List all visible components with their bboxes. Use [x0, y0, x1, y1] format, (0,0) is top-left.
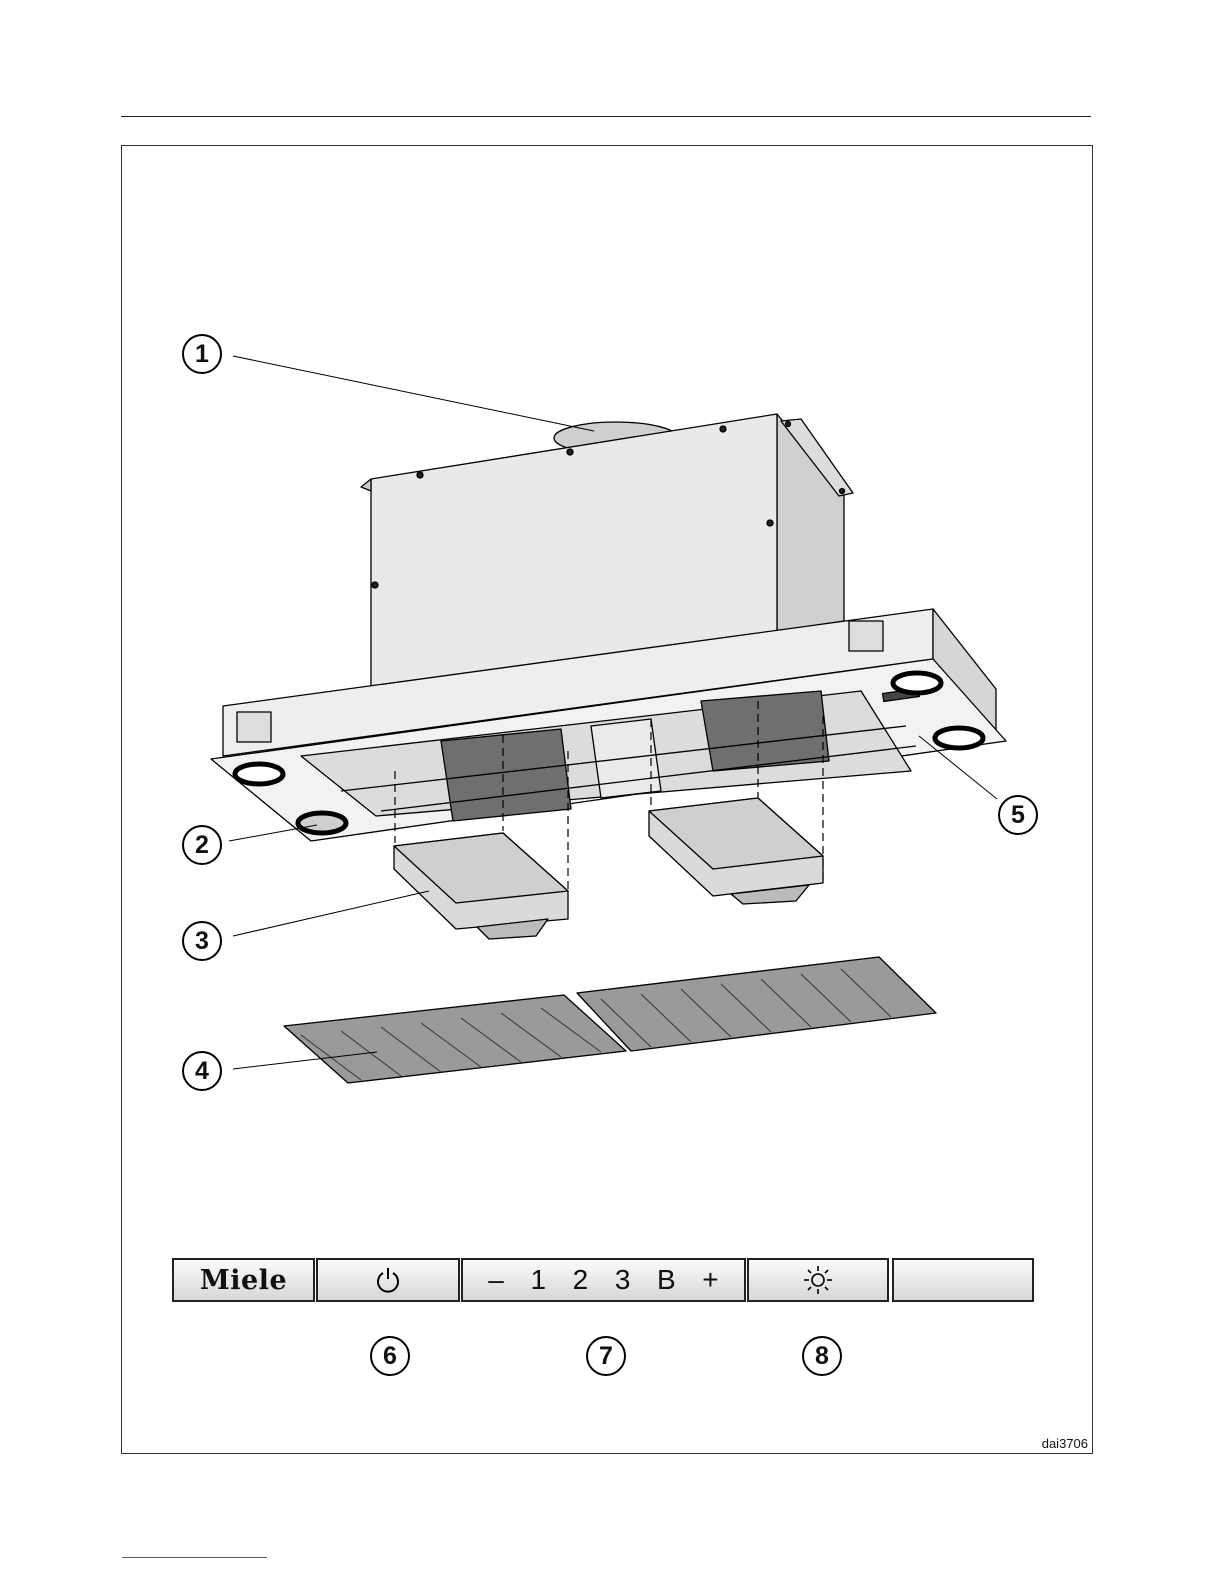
callout-4: 4: [182, 1051, 222, 1091]
blank-panel-segment: [892, 1258, 1034, 1302]
callout-7: 7: [586, 1336, 626, 1376]
fan-decrease-button[interactable]: –: [488, 1264, 504, 1295]
fan-boost-button[interactable]: B: [656, 1264, 676, 1295]
header-rule: [121, 116, 1091, 117]
charcoal-filters: [284, 957, 936, 1083]
callout-5: 5: [998, 795, 1038, 835]
footer-link-underline: [122, 1557, 267, 1558]
brand-logo: Miele: [172, 1258, 315, 1302]
power-icon: [374, 1266, 402, 1294]
callout-2: 2: [182, 825, 222, 865]
callout-1: 1: [182, 334, 222, 374]
fan-speed-1-button[interactable]: 1: [530, 1264, 547, 1295]
fan-speed-2-button[interactable]: 2: [572, 1264, 589, 1295]
callout-6: 6: [370, 1336, 410, 1376]
fan-speed-3-button[interactable]: 3: [614, 1264, 631, 1295]
fan-speed-controls: [461, 1258, 746, 1302]
figure-code: dai3706: [1041, 1436, 1088, 1451]
power-button[interactable]: [316, 1258, 460, 1302]
callout-8: 8: [802, 1336, 842, 1376]
callout-3: 3: [182, 921, 222, 961]
fan-increase-button[interactable]: +: [702, 1264, 719, 1295]
light-button[interactable]: [747, 1258, 889, 1302]
light-icon: [801, 1263, 835, 1297]
control-panel: [172, 1258, 1034, 1302]
